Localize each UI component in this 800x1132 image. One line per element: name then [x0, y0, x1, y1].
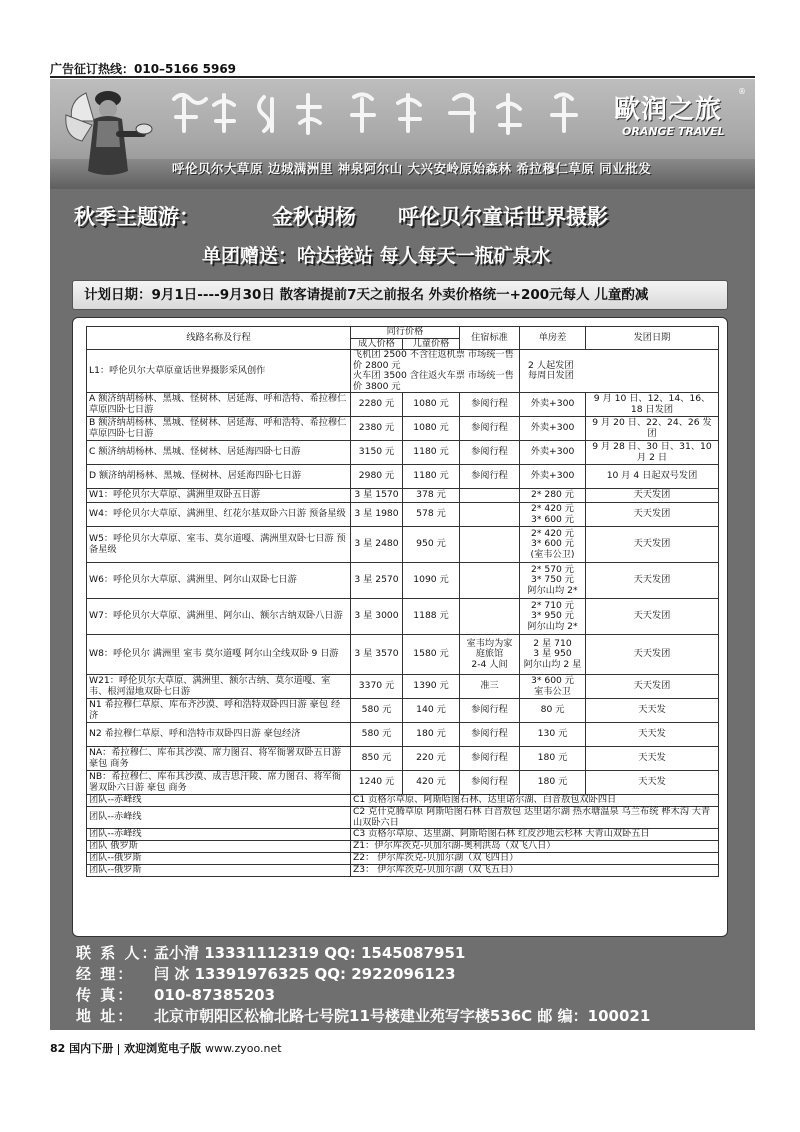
route-name: W8：呼伦贝尔 满洲里 室韦 莫尔道嘎 阿尔山全线双卧 9 日游 [87, 635, 351, 675]
adult-price: 3 星 1570 [351, 489, 403, 503]
route-name: W6：呼伦贝尔大草原、满洲里、阿尔山双卧七日游 [87, 563, 351, 599]
table-row-group-tour [87, 865, 719, 877]
single-supplement: 外卖+300 [520, 465, 586, 489]
single-supplement: 2 星 710 3 星 950 阿尔山均 2 星 [520, 635, 586, 675]
advertisement [50, 79, 755, 1030]
route-name: NA：希拉穆仁、库布其沙漠、席力图召、将军衙署双卧五日游 豪包 商务 [87, 747, 351, 771]
contact-line [76, 964, 650, 985]
table-row [87, 563, 719, 599]
route-name: N2 希拉穆仁草原、呼和浩特市双卧四日游 豪包经济 [87, 723, 351, 747]
route-name: B 额济纳胡杨林、黑城、怪树林、居延海、呼和浩特、希拉穆仁草原四卧七日游 [87, 417, 351, 441]
adult-price: 3150 元 [351, 441, 403, 465]
accommodation [460, 489, 520, 503]
table-row [87, 635, 719, 675]
adult-price: 580 元 [351, 723, 403, 747]
l1-departure-cell [520, 350, 719, 393]
table-row [87, 441, 719, 465]
contact-label: 经 理： [76, 965, 135, 983]
banner [50, 79, 755, 189]
group-tour-name: 团队--赤峰线 [87, 807, 351, 829]
accommodation: 室韦均为家庭旅馆 2-4 人间 [460, 635, 520, 675]
accommodation: 参阅行程 [460, 723, 520, 747]
adult-price: 1240 元 [351, 771, 403, 795]
footer-website: www.zyoo.net [204, 1042, 282, 1055]
col-header-departure: 发团日期 [586, 327, 719, 350]
route-name: N1 希拉穆仁草原、库布齐沙漠、呼和浩特双卧四日游 豪包 经济 [87, 699, 351, 723]
departure-date: 9 月 28 日、30 日、31、10 月 2 日 [586, 441, 719, 465]
contact-line [76, 985, 650, 1006]
accommodation: 参阅行程 [460, 699, 520, 723]
group-tour-itinerary: Z3： 伊尔库茨克-贝加尔湖（双飞五日） [351, 865, 719, 877]
child-price: 140 元 [403, 699, 460, 723]
destination-strip: 呼伦贝尔大草原 边城满洲里 神泉阿尔山 大兴安岭原始森林 希拉穆仁草原 同业批发 [172, 161, 652, 176]
adult-price: 2380 元 [351, 417, 403, 441]
table-header-row [87, 327, 719, 339]
contact-label: 传 真： [76, 986, 135, 1004]
table-row [87, 699, 719, 723]
child-price: 420 元 [403, 771, 460, 795]
accommodation: 参阅行程 [460, 417, 520, 441]
group-gift-line: 单团赠送：哈达接站 每人每天一瓶矿泉水 [202, 245, 551, 267]
col-header-child: 儿童价格 [403, 338, 460, 350]
child-price: 1080 元 [403, 393, 460, 417]
table-row-group-tour [87, 841, 719, 853]
route-name: A 额济纳胡杨林、黑城、怪树林、居延海、呼和浩特、希拉穆仁草原四卧七日游 [87, 393, 351, 417]
route-table-panel [72, 317, 728, 937]
l1-departure-min: 2 人起发团 [528, 359, 574, 371]
group-tour-name: 团队--俄罗斯 [87, 865, 351, 877]
accommodation [460, 527, 520, 563]
theme-item-poplar: 金秋胡杨 [272, 205, 356, 229]
table-row [87, 723, 719, 747]
col-header-route: 线路名称及行程 [87, 327, 351, 350]
table-row-group-tour [87, 807, 719, 829]
col-header-peer-price: 同行价格 [351, 327, 460, 339]
footer-separator [118, 1044, 119, 1055]
group-tour-itinerary: C3 贡格尔草原、达里湖、阿斯哈图石林 红皮沙地云杉林 大青山双卧五日 [351, 829, 719, 841]
departure-date: 9 月 10 日、12、14、16、18 日发团 [586, 393, 719, 417]
single-supplement: 2* 420 元 3* 600 元 [520, 503, 586, 527]
adult-price: 3 星 2480 [351, 527, 403, 563]
departure-date: 天天发团 [586, 675, 719, 699]
child-price: 378 元 [403, 489, 460, 503]
departure-date: 天天发团 [586, 503, 719, 527]
table-row [87, 527, 719, 563]
group-tour-itinerary: C1 贡格尔草原、阿斯哈图石林、达里诺尔湖、白音敖包双卧四日 [351, 795, 719, 807]
col-header-single-supplement: 单房差 [520, 327, 586, 350]
orange-travel-logo [608, 87, 750, 149]
accommodation: 参阅行程 [460, 771, 520, 795]
table-row [87, 675, 719, 699]
accommodation: 参阅行程 [460, 465, 520, 489]
top-rule [50, 76, 755, 78]
col-header-accommodation: 住宿标准 [460, 327, 520, 350]
group-tour-itinerary: Z1：伊尔库茨克-贝加尔湖-奥利洪岛（双飞八日） [351, 841, 719, 853]
table-row [87, 489, 719, 503]
single-supplement: 2* 280 元 [520, 489, 586, 503]
child-price: 220 元 [403, 747, 460, 771]
table-row [87, 393, 719, 417]
route-name: D 额济纳胡杨林、黑城、怪树林、居延海四卧七日游 [87, 465, 351, 489]
route-name: C 额济纳胡杨林、黑城、怪树林、居延海四卧七日游 [87, 441, 351, 465]
accommodation: 准三 [460, 675, 520, 699]
table-row [87, 503, 719, 527]
group-tour-itinerary: Z2： 伊尔库茨克-贝加尔湖（双飞四日） [351, 853, 719, 865]
child-price: 1080 元 [403, 417, 460, 441]
contact-value: 孟小清 13331112319 QQ: 1545087951 [154, 944, 466, 962]
accommodation [460, 599, 520, 635]
route-name: W4：呼伦贝尔大草原、满洲里、红花尔基双卧六日游 预备星级 [87, 503, 351, 527]
accommodation [460, 563, 520, 599]
single-supplement: 2* 420 元 3* 600 元 (室韦公卫) [520, 527, 586, 563]
logo-english-text: ORANGE TRAVEL [622, 125, 725, 138]
departure-date: 天天发团 [586, 563, 719, 599]
table-row [87, 771, 719, 795]
table-row-group-tour [87, 795, 719, 807]
single-supplement: 180 元 [520, 771, 586, 795]
table-row [87, 599, 719, 635]
group-tour-name: 团队--俄罗斯 [87, 853, 351, 865]
single-supplement: 80 元 [520, 699, 586, 723]
contact-block [76, 943, 650, 1027]
child-price: 1580 元 [403, 635, 460, 675]
adult-price: 2280 元 [351, 393, 403, 417]
single-supplement: 外卖+300 [520, 393, 586, 417]
single-supplement: 2* 710 元 3* 950 元 阿尔山均 2* [520, 599, 586, 635]
group-tour-name: 团队 俄罗斯 [87, 841, 351, 853]
adult-price: 3370 元 [351, 675, 403, 699]
adult-price: 580 元 [351, 699, 403, 723]
single-supplement: 外卖+300 [520, 417, 586, 441]
route-name: W21：呼伦贝尔大草原、满洲里、额尔古纳、莫尔道嘎、室韦、根河湿地双卧七日游 [87, 675, 351, 699]
theme-item-photography: 呼伦贝尔童话世界摄影 [398, 205, 608, 229]
route-name: NB：希拉穆仁、库布其沙漠、成吉思汗陵、席力图召、将军衙署双卧六日游 豪包 商务 [87, 771, 351, 795]
accommodation: 参阅行程 [460, 441, 520, 465]
child-price: 1180 元 [403, 441, 460, 465]
mongolian-script-graphic [168, 87, 588, 139]
single-supplement: 2* 570 元 3* 750 元 阿尔山均 2* [520, 563, 586, 599]
contact-line [76, 1006, 650, 1027]
l1-departure-weekly: 每周日发团 [528, 370, 574, 381]
table-row [87, 465, 719, 489]
adult-price: 3 星 3000 [351, 599, 403, 635]
single-supplement: 180 元 [520, 747, 586, 771]
single-supplement: 外卖+300 [520, 441, 586, 465]
departure-date: 天天发 [586, 699, 719, 723]
adult-price: 850 元 [351, 747, 403, 771]
route-name: L1：呼伦贝尔大草原童话世界摄影采风创作 [87, 350, 351, 393]
footer-page-number: 82 国内下册 [50, 1042, 114, 1055]
departure-date: 9 月 20 日、22、24、26 发团 [586, 417, 719, 441]
departure-date: 天天发团 [586, 489, 719, 503]
adult-price: 3 星 1980 [351, 503, 403, 527]
footer-slogan: 欢迎浏览电子版 [124, 1042, 202, 1055]
contact-value: 010-87385203 [154, 986, 276, 1004]
route-price-table [86, 326, 719, 877]
group-tour-name: 团队--赤峰线 [87, 795, 351, 807]
theme-label: 秋季主题游： [74, 205, 200, 229]
contact-line [76, 943, 650, 964]
departure-date: 10 月 4 日起双号发团 [586, 465, 719, 489]
contact-label: 联 系 人： [76, 944, 159, 962]
adult-price: 3 星 3570 [351, 635, 403, 675]
plan-date-bar: 计划日期：9月1日----9月30日 散客请提前7天之前报名 外卖价格统一+200元每人 儿童酌减 [72, 280, 728, 310]
logo-registered-mark: ® [738, 87, 746, 96]
departure-date: 天天发团 [586, 527, 719, 563]
child-price: 1188 元 [403, 599, 460, 635]
mongolian-dancer-image [64, 81, 154, 179]
logo-chinese-text: 歐润之旅 [614, 95, 723, 125]
route-name: W7：呼伦贝尔大草原、满洲里、阿尔山、额尔古纳双卧八日游 [87, 599, 351, 635]
child-price: 1390 元 [403, 675, 460, 699]
departure-date: 天天发团 [586, 635, 719, 675]
contact-value: 闫 冰 13391976325 QQ: 2922096123 [154, 965, 456, 983]
departure-date: 天天发 [586, 723, 719, 747]
table-row-group-tour [87, 829, 719, 841]
col-header-adult: 成人价格 [351, 338, 403, 350]
table-row-l1 [87, 350, 719, 393]
adult-price: 2980 元 [351, 465, 403, 489]
adult-price: 3 星 2570 [351, 563, 403, 599]
accommodation: 参阅行程 [460, 747, 520, 771]
ad-hotline: 广告征订热线：010–5166 5969 [50, 62, 237, 76]
group-tour-name: 团队--赤峰线 [87, 829, 351, 841]
table-row [87, 417, 719, 441]
contact-value: 北京市朝阳区松榆北路七号院11号楼建业苑写字楼536C 邮 编：100021 [154, 1007, 651, 1025]
route-name: W5：呼伦贝尔大草原、室韦、莫尔道嘎、满洲里双卧七日游 预备星级 [87, 527, 351, 563]
page-footer [50, 1040, 282, 1056]
route-name: W1：呼伦贝尔大草原、满洲里双卧五日游 [87, 489, 351, 503]
l1-price-cell [351, 350, 520, 393]
l1-price-train: 火车团 3500 含往返火车票 市场统一售价 3800 元 [353, 370, 514, 392]
accommodation [460, 503, 520, 527]
departure-date: 天天发团 [586, 599, 719, 635]
table-row [87, 747, 719, 771]
departure-date: 天天发 [586, 771, 719, 795]
accommodation: 参阅行程 [460, 393, 520, 417]
departure-date: 天天发 [586, 747, 719, 771]
child-price: 950 元 [403, 527, 460, 563]
contact-label: 地 址： [76, 1007, 135, 1025]
l1-price-flight: 飞机团 2500 不含往返机票 市场统一售价 2800 元 [353, 349, 514, 371]
child-price: 180 元 [403, 723, 460, 747]
table-row-group-tour [87, 853, 719, 865]
child-price: 1090 元 [403, 563, 460, 599]
single-supplement: 3* 600 元 室韦公卫 [520, 675, 586, 699]
group-tour-itinerary: C2 克什克腾草原 阿斯哈图石林 白音敖包 达里诺尔湖 热水塘温泉 乌兰布统 桦木沟 大青山双卧六日 [351, 807, 719, 829]
child-price: 1180 元 [403, 465, 460, 489]
single-supplement: 130 元 [520, 723, 586, 747]
child-price: 578 元 [403, 503, 460, 527]
